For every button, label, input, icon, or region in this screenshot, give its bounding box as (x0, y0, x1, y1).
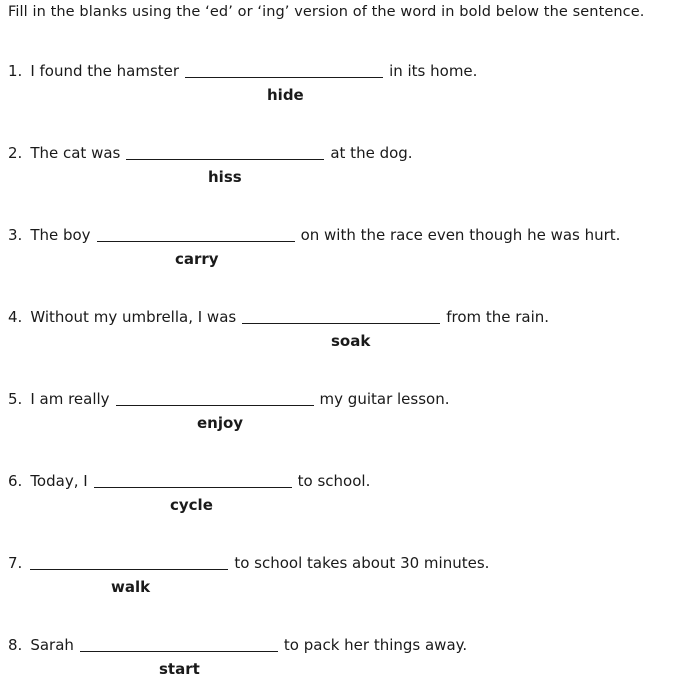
bold-word: start (159, 660, 200, 678)
answer-blank[interactable] (116, 404, 314, 406)
sentence-before: Without my umbrella, I was (30, 308, 237, 326)
question-number: 7. (8, 554, 23, 572)
bold-word: hiss (208, 168, 242, 186)
sentence (8, 306, 549, 328)
bold-word: carry (175, 250, 219, 268)
sentence-after: on with the race even though he was hurt. (300, 226, 621, 244)
answer-blank[interactable] (242, 322, 440, 324)
answer-blank[interactable] (94, 486, 292, 488)
question-number: 4. (8, 308, 23, 326)
question-3 (8, 224, 668, 274)
question-number: 5. (8, 390, 23, 408)
sentence (8, 60, 477, 82)
bold-word: hide (267, 86, 304, 104)
question-number: 1. (8, 62, 23, 80)
sentence-after: from the rain. (446, 308, 550, 326)
instructions: Fill in the blanks using the ‘ed’ or ‘ing’ version of the word in bold below the sentence. (8, 4, 645, 20)
sentence (8, 142, 413, 164)
question-6 (8, 470, 668, 520)
sentence-before: I am really (30, 390, 110, 408)
sentence (8, 224, 620, 246)
sentence-after: to school. (297, 472, 371, 490)
question-4 (8, 306, 668, 356)
question-number: 3. (8, 226, 23, 244)
sentence-before: Sarah (30, 636, 74, 654)
answer-blank[interactable] (80, 650, 278, 652)
question-number: 2. (8, 144, 23, 162)
bold-word: cycle (170, 496, 213, 514)
sentence-before: I found the hamster (30, 62, 180, 80)
answer-blank[interactable] (30, 568, 228, 570)
question-5 (8, 388, 668, 438)
question-number: 6. (8, 472, 23, 490)
question-2 (8, 142, 668, 192)
answer-blank[interactable] (126, 158, 324, 160)
bold-word: enjoy (197, 414, 244, 432)
sentence-after: to school takes about 30 minutes. (234, 554, 490, 572)
sentence-before: The boy (30, 226, 91, 244)
question-1 (8, 60, 668, 110)
sentence-after: at the dog. (330, 144, 413, 162)
sentence-before: Today, I (30, 472, 88, 490)
sentence-after: in its home. (389, 62, 478, 80)
question-number: 8. (8, 636, 23, 654)
sentence-after: my guitar lesson. (319, 390, 450, 408)
question-8 (8, 634, 668, 684)
sentence (8, 552, 489, 574)
answer-blank[interactable] (97, 240, 295, 242)
sentence (8, 388, 450, 410)
sentence (8, 470, 370, 492)
sentence-after: to pack her things away. (283, 636, 468, 654)
bold-word: walk (111, 578, 151, 596)
bold-word: soak (331, 332, 371, 350)
sentence (8, 634, 467, 656)
question-7 (8, 552, 668, 602)
sentence-before: The cat was (30, 144, 121, 162)
answer-blank[interactable] (185, 76, 383, 78)
